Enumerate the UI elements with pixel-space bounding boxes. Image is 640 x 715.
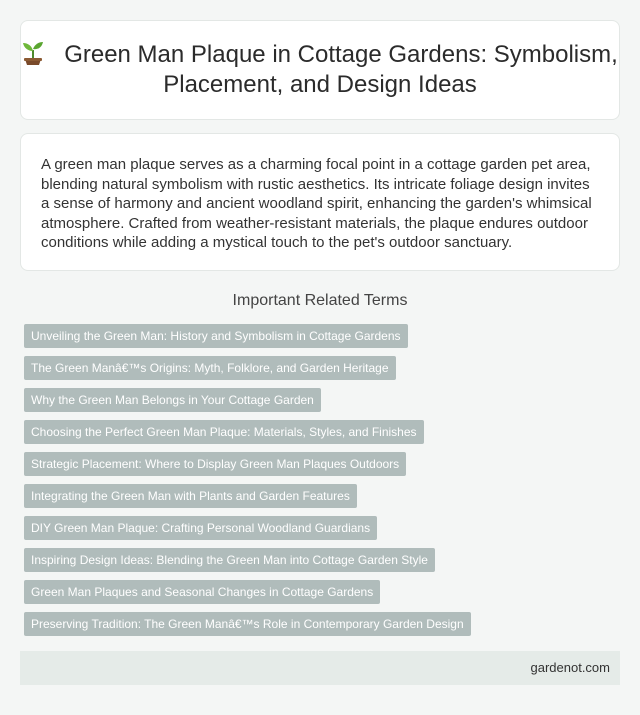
intro-paragraph: A green man plaque serves as a charming focal point in a cottage garden pet area, blending natural symbolism with rustic aesthetics. Its intricate foliage design invites a sense of harmony and ancient woodland spirit, enhancing the garden's whimsical atmosphere. Crafted from weather-resistant materials, the plaque endures outdoor conditions while adding a mystical touch to the pet's outdoor sanctuary. bbox=[41, 156, 592, 251]
intro-card bbox=[20, 133, 620, 271]
related-term-link[interactable]: Inspiring Design Ideas: Blending the Green Man into Cottage Garden Style bbox=[24, 548, 435, 572]
related-term-link[interactable]: Green Man Plaques and Seasonal Changes in Cottage Gardens bbox=[24, 580, 380, 604]
related-terms-list bbox=[24, 324, 624, 644]
related-term-link[interactable]: The Green Manâ€™s Origins: Myth, Folklore, and Garden Heritage bbox=[24, 356, 396, 380]
page-title-text: Green Man Plaque in Cottage Gardens: Symbolism, Placement, and Design Ideas bbox=[64, 41, 618, 98]
footer-site-link[interactable]: gardenot.com bbox=[530, 660, 610, 675]
page-title bbox=[21, 40, 619, 100]
related-terms-heading: Important Related Terms bbox=[232, 292, 408, 309]
related-term-link[interactable]: Preserving Tradition: The Green Manâ€™s Role in Contemporary Garden Design bbox=[24, 612, 471, 636]
related-term-link[interactable]: Why the Green Man Belongs in Your Cottage Garden bbox=[24, 388, 321, 412]
footer bbox=[20, 651, 620, 685]
related-term-link[interactable]: Unveiling the Green Man: History and Symbolism in Cottage Gardens bbox=[24, 324, 408, 348]
related-term-link[interactable]: Choosing the Perfect Green Man Plaque: Materials, Styles, and Finishes bbox=[24, 420, 424, 444]
title-card bbox=[20, 20, 620, 120]
related-term-link[interactable]: DIY Green Man Plaque: Crafting Personal Woodland Guardians bbox=[24, 516, 377, 540]
sprout-icon bbox=[22, 40, 44, 66]
related-term-link[interactable]: Strategic Placement: Where to Display Green Man Plaques Outdoors bbox=[24, 452, 406, 476]
related-term-link[interactable]: Integrating the Green Man with Plants and Garden Features bbox=[24, 484, 357, 508]
